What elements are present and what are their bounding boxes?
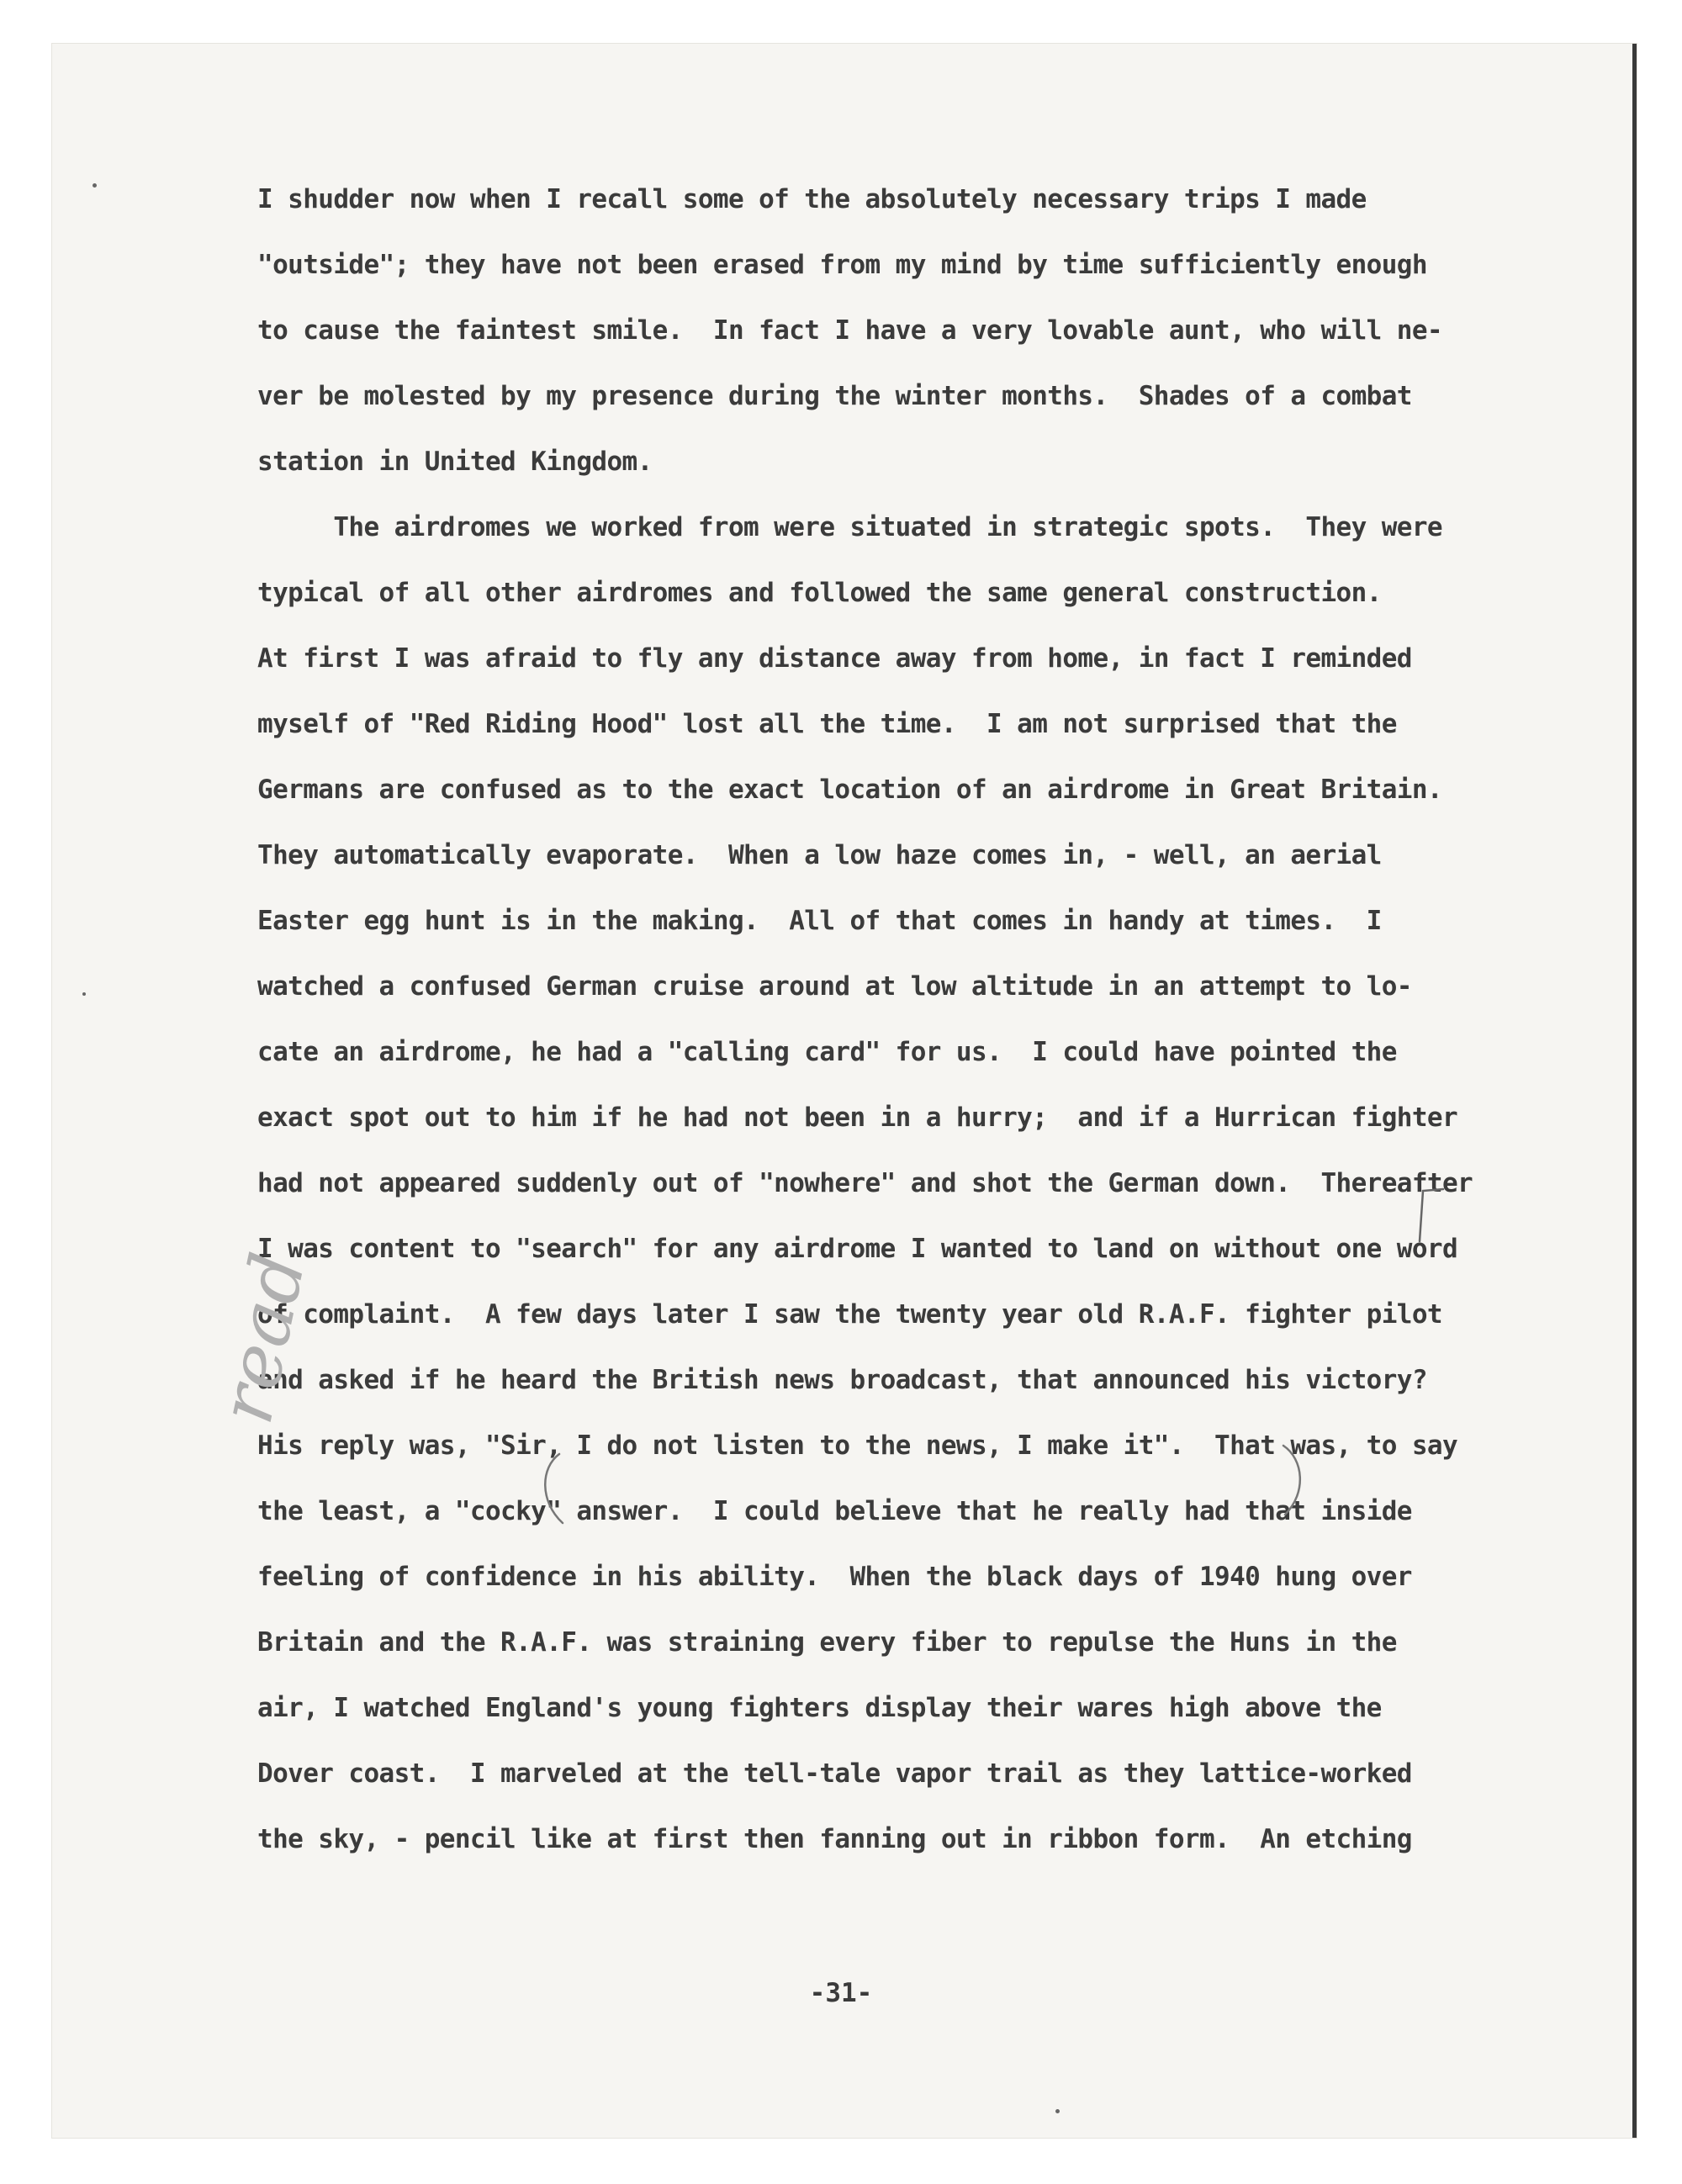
text-line: I shudder now when I recall some of the absolutely necessary trips I made: [257, 184, 1367, 214]
text-line: Dover coast. I marveled at the tell-tale vapor trail as they lattice-worked: [257, 1758, 1412, 1789]
text-line: feeling of confidence in his ability. When the black days of 1940 hung over: [257, 1562, 1412, 1592]
text-line: had not appeared suddenly out of "nowhere" and shot the German down. Thereafter: [257, 1168, 1473, 1198]
paper-speck: [82, 992, 86, 996]
text-line: typical of all other airdromes and followed the same general construction.: [257, 578, 1382, 608]
text-line: At first I was afraid to fly any distance away from home, in fact I reminded: [257, 643, 1412, 674]
text-line: Britain and the R.A.F. was straining every fiber to repulse the Huns in the: [257, 1627, 1397, 1658]
typed-body-text: [257, 167, 1569, 1872]
page-edge-shadow: [1632, 44, 1637, 2138]
text-line: of complaint. A few days later I saw the twenty year old R.A.F. fighter pilot: [257, 1299, 1442, 1330]
text-line: and asked if he heard the British news broadcast, that announced his victory?: [257, 1365, 1427, 1395]
text-line: station in United Kingdom.: [257, 447, 653, 477]
text-line: I was content to "search" for any airdrome I wanted to land on without one word: [257, 1234, 1458, 1264]
text-line: the sky, - pencil like at first then fanning out in ribbon form. An etching: [257, 1824, 1412, 1854]
text-line: air, I watched England's young fighters display their wares high above the: [257, 1693, 1382, 1723]
handwritten-margin-note: read: [202, 1245, 322, 1431]
text-line: watched a confused German cruise around at low altitude in an attempt to lo-: [257, 971, 1412, 1002]
paper-speck: [93, 183, 97, 188]
text-line: to cause the faintest smile. In fact I have a very lovable aunt, who will ne-: [257, 315, 1442, 346]
text-line: Germans are confused as to the exact location of an airdrome in Great Britain.: [257, 775, 1442, 805]
text-line: the least, a "cocky" answer. I could believe that he really had that inside: [257, 1496, 1412, 1526]
text-line: exact spot out to him if he had not been in a hurry; and if a Hurrican fighter: [257, 1103, 1458, 1133]
text-line: myself of "Red Riding Hood" lost all the time. I am not surprised that the: [257, 709, 1397, 739]
text-line: They automatically evaporate. When a low haze comes in, - well, an aerial: [257, 840, 1382, 870]
text-line: Easter egg hunt is in the making. All of that comes in handy at times. I: [257, 906, 1382, 936]
text-line: His reply was, "Sir, I do not listen to the news, I make it". That was, to say: [257, 1430, 1458, 1461]
text-line: The airdromes we worked from were situated in strategic spots. They were: [257, 512, 1442, 542]
text-line: "outside"; they have not been erased from my mind by time sufficiently enough: [257, 250, 1427, 280]
text-line: cate an airdrome, he had a "calling card" for us. I could have pointed the: [257, 1037, 1397, 1067]
page-number: -31-: [809, 1978, 873, 2008]
paper-speck: [1055, 2109, 1060, 2113]
text-line: ver be molested by my presence during the winter months. Shades of a combat: [257, 381, 1412, 411]
